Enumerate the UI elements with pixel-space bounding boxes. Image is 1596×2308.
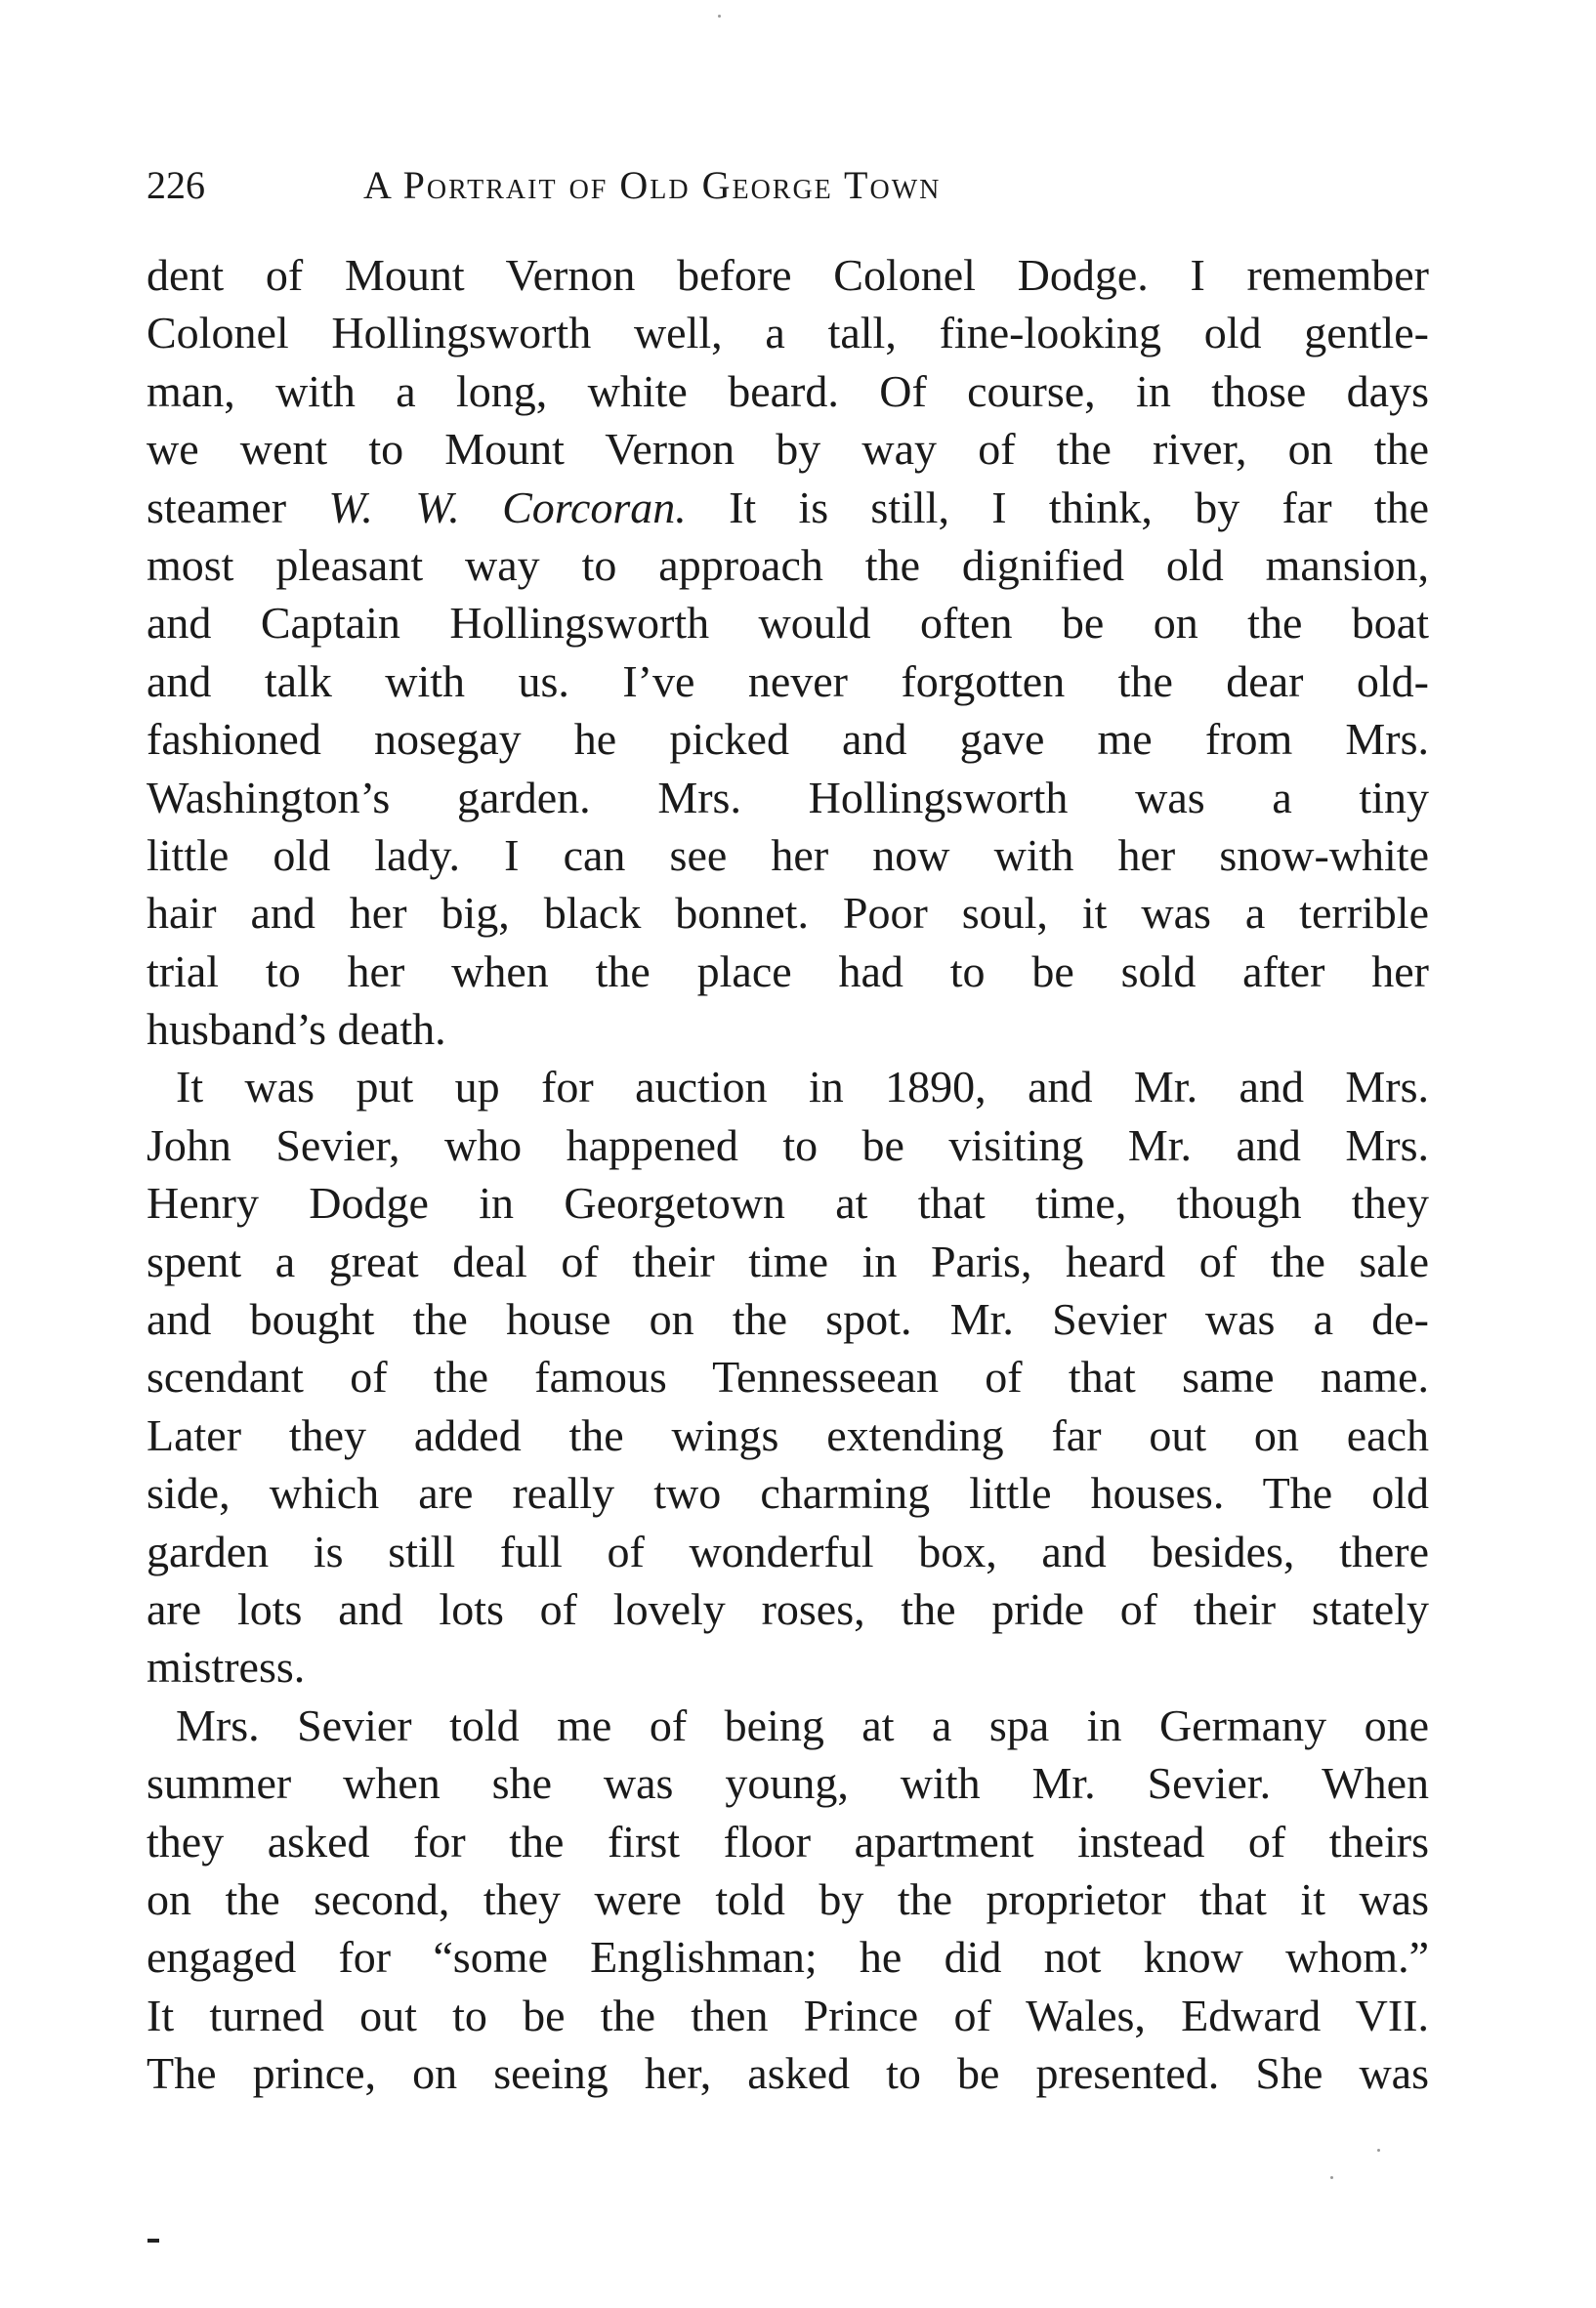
text-line: scendant of the famous Tennesseean of that same name.: [147, 1352, 1429, 1403]
text-line: It turned out to be the then Prince of Wales, Edward VII.: [147, 1990, 1429, 2040]
print-mark: [147, 2239, 159, 2243]
text-line: and bought the house on the spot. Mr. Sevier was a de-: [147, 1294, 1429, 1345]
text-line: summer when she was young, with Mr. Sevier. When: [147, 1758, 1429, 1809]
text-line: dent of Mount Vernon before Colonel Dodge. I remember: [147, 250, 1429, 300]
text-line: mistress.: [147, 1642, 306, 1693]
text-line: Colonel Hollingsworth well, a tall, fine-looking old gentle-: [147, 308, 1429, 358]
text-line: man, with a long, white beard. Of course, in those days: [147, 365, 1429, 416]
text-line: are lots and lots of lovely roses, the pride of their stately: [147, 1583, 1429, 1634]
text-line: fashioned nosegay he picked and gave me from Mrs.: [147, 714, 1429, 765]
text-line: steamer W. W. Corcoran. It is still, I think, by far the: [147, 482, 1430, 532]
text-line: engaged for “some Englishman; he did not know whom.”: [147, 1932, 1429, 1983]
text-line: garden is still full of wonderful box, and besides, there: [147, 1526, 1429, 1576]
text-line: Washington’s garden. Mrs. Hollingsworth was a tiny: [147, 772, 1429, 822]
paragraph: [147, 1058, 1429, 1696]
text-line: and Captain Hollingsworth would often be on the boat: [147, 598, 1429, 649]
text-line: husband’s death.: [147, 1004, 446, 1055]
text-line: Later they added the wings extending far out on each: [147, 1409, 1429, 1460]
text-line: on the second, they were told by the proprietor that it was: [147, 1873, 1429, 1924]
text-line: spent a great deal of their time in Paris, heard of the sale: [147, 1236, 1429, 1286]
text-line: side, which are really two charming little houses. The old: [147, 1468, 1429, 1519]
page-number: 226: [147, 163, 205, 207]
text-line: The prince, on seeing her, asked to be presented. She was: [147, 2048, 1429, 2099]
running-title: A Portrait of Old George Town: [363, 163, 942, 207]
text-line: hair and her big, black bonnet. Poor soul, it was a terrible: [147, 888, 1429, 939]
speck: [1377, 2149, 1380, 2152]
text-line: we went to Mount Vernon by way of the river, on the: [147, 424, 1429, 475]
speck: [1330, 2176, 1333, 2179]
text-line: It was put up for auction in 1890, and Mr. and Mrs.: [176, 1062, 1429, 1112]
text-line: most pleasant way to approach the dignified old mansion,: [147, 539, 1429, 590]
text-line: trial to her when the place had to be sold after her: [147, 945, 1429, 996]
text-line: and talk with us. I’ve never forgotten the dear old-: [147, 655, 1429, 706]
text-line: John Sevier, who happened to be visiting Mr. and Mrs.: [147, 1119, 1429, 1170]
text-line: they asked for the first floor apartment instead of theirs: [147, 1816, 1429, 1867]
body-text: [147, 246, 1429, 2103]
speck: [718, 15, 721, 18]
paragraph: [147, 246, 1429, 1058]
paragraph: [147, 1697, 1429, 2103]
text-line: Henry Dodge in Georgetown at that time, though they: [147, 1178, 1429, 1229]
text-line: little old lady. I can see her now with her snow-white: [147, 829, 1429, 880]
text-line: Mrs. Sevier told me of being at a spa in Germany one: [176, 1700, 1429, 1750]
